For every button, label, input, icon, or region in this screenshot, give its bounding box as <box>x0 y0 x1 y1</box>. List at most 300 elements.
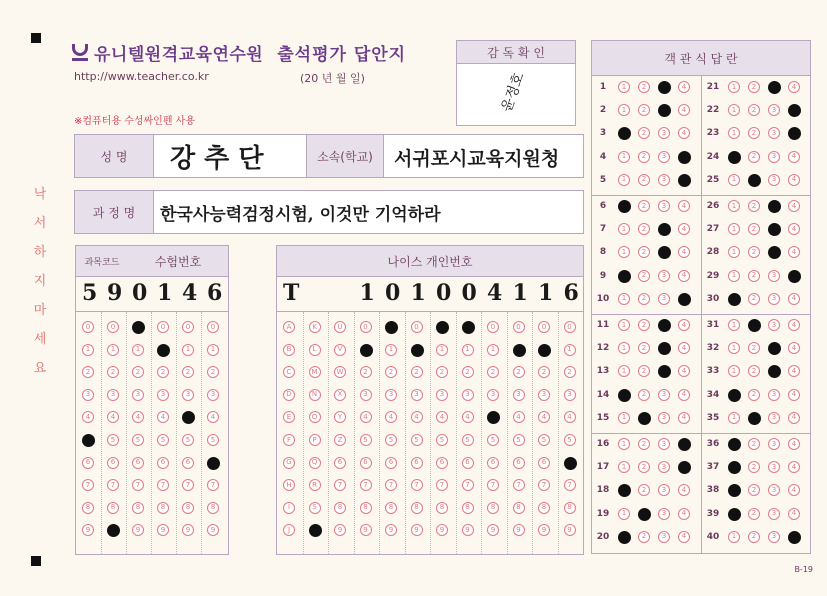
exam-digit-bubble[interactable]: 9 <box>107 524 120 537</box>
answer-option-bubble[interactable]: 4 <box>788 270 801 283</box>
exam-digit-bubble[interactable]: 8 <box>207 502 219 514</box>
answer-option-bubble[interactable]: 3 <box>768 365 781 378</box>
neis-digit-bubble[interactable]: 2 <box>385 366 397 378</box>
answer-option-bubble[interactable]: 4 <box>678 200 690 212</box>
answer-option-bubble[interactable]: 2 <box>638 342 650 354</box>
neis-digit-bubble[interactable]: 8 <box>538 502 550 514</box>
neis-letter-bubble[interactable]: I <box>283 502 295 514</box>
answer-option-bubble[interactable]: 3 <box>768 223 781 236</box>
neis-digit-bubble[interactable]: 2 <box>564 366 576 378</box>
exam-digit-bubble[interactable]: 6 <box>107 457 119 469</box>
exam-digit-bubble[interactable]: 6 <box>82 457 94 469</box>
answer-option-bubble[interactable]: 1 <box>728 342 740 354</box>
answer-option-bubble[interactable]: 4 <box>788 531 801 544</box>
neis-digit-bubble[interactable]: 4 <box>564 411 576 423</box>
answer-option-bubble[interactable]: 4 <box>678 319 690 331</box>
answer-option-bubble[interactable]: 3 <box>658 81 671 94</box>
neis-digit-bubble[interactable]: 1 <box>385 344 397 356</box>
neis-digit-bubble[interactable]: 9 <box>538 524 550 536</box>
answer-option-bubble[interactable]: 1 <box>618 389 631 402</box>
exam-digit-bubble[interactable]: 4 <box>157 411 169 423</box>
exam-digit-bubble[interactable]: 3 <box>107 389 119 401</box>
exam-digit-bubble[interactable]: 1 <box>107 344 119 356</box>
neis-digit-bubble[interactable]: 7 <box>436 479 448 491</box>
exam-digit-bubble[interactable]: 1 <box>157 344 170 357</box>
answer-option-bubble[interactable]: 1 <box>618 342 630 354</box>
neis-digit-bubble[interactable]: 7 <box>360 479 372 491</box>
neis-digit-bubble[interactable]: 5 <box>513 434 525 446</box>
answer-option-bubble[interactable]: 4 <box>788 81 800 93</box>
neis-letter-bubble[interactable]: S <box>309 502 321 514</box>
neis-digit-bubble[interactable]: 5 <box>436 434 448 446</box>
exam-digit-bubble[interactable]: 9 <box>82 524 94 536</box>
answer-option-bubble[interactable]: 3 <box>658 104 671 117</box>
exam-digit-bubble[interactable]: 5 <box>207 434 219 446</box>
answer-option-bubble[interactable]: 2 <box>748 81 760 93</box>
neis-digit-bubble[interactable]: 6 <box>436 457 448 469</box>
neis-letter-bubble[interactable]: N <box>309 389 321 401</box>
exam-digit-bubble[interactable]: 2 <box>107 366 119 378</box>
neis-letter-bubble[interactable]: D <box>283 389 295 401</box>
answer-option-bubble[interactable]: 2 <box>638 412 651 425</box>
exam-digit-bubble[interactable]: 2 <box>157 366 169 378</box>
answer-option-bubble[interactable]: 2 <box>638 127 650 139</box>
answer-option-bubble[interactable]: 2 <box>638 438 650 450</box>
neis-digit-bubble[interactable]: 1 <box>360 344 373 357</box>
neis-digit-bubble[interactable]: 5 <box>411 434 423 446</box>
neis-digit-bubble[interactable]: 8 <box>411 502 423 514</box>
exam-digit-bubble[interactable]: 3 <box>157 389 169 401</box>
answer-option-bubble[interactable]: 3 <box>768 200 781 213</box>
answer-option-bubble[interactable]: 2 <box>748 104 760 116</box>
answer-option-bubble[interactable]: 1 <box>618 319 630 331</box>
exam-digit-bubble[interactable]: 9 <box>182 524 194 536</box>
neis-digit-bubble[interactable]: 4 <box>436 411 448 423</box>
answer-option-bubble[interactable]: 1 <box>618 246 630 258</box>
answer-option-bubble[interactable]: 4 <box>678 461 691 474</box>
answer-option-bubble[interactable]: 2 <box>638 223 650 235</box>
neis-letter-bubble[interactable]: V <box>334 344 346 356</box>
answer-option-bubble[interactable]: 3 <box>768 270 780 282</box>
neis-letter-bubble[interactable]: L <box>309 344 321 356</box>
answer-option-bubble[interactable]: 2 <box>748 246 760 258</box>
answer-option-bubble[interactable]: 3 <box>658 270 670 282</box>
answer-option-bubble[interactable]: 1 <box>728 461 741 474</box>
answer-option-bubble[interactable]: 2 <box>748 342 760 354</box>
exam-digit-bubble[interactable]: 7 <box>157 479 169 491</box>
neis-digit-bubble[interactable]: 0 <box>436 321 449 334</box>
answer-option-bubble[interactable]: 1 <box>618 438 630 450</box>
answer-option-bubble[interactable]: 4 <box>678 531 690 543</box>
answer-option-bubble[interactable]: 1 <box>728 270 740 282</box>
answer-option-bubble[interactable]: 4 <box>788 484 800 496</box>
exam-digit-bubble[interactable]: 0 <box>107 321 119 333</box>
answer-option-bubble[interactable]: 3 <box>768 412 780 424</box>
answer-option-bubble[interactable]: 4 <box>678 389 690 401</box>
neis-digit-bubble[interactable]: 2 <box>360 366 372 378</box>
neis-digit-bubble[interactable]: 5 <box>385 434 397 446</box>
answer-option-bubble[interactable]: 2 <box>638 461 650 473</box>
neis-digit-bubble[interactable]: 1 <box>462 344 474 356</box>
answer-option-bubble[interactable]: 3 <box>658 174 670 186</box>
answer-option-bubble[interactable]: 3 <box>658 293 670 305</box>
answer-option-bubble[interactable]: 2 <box>638 104 650 116</box>
answer-option-bubble[interactable]: 2 <box>638 319 650 331</box>
answer-option-bubble[interactable]: 2 <box>638 293 650 305</box>
neis-digit-bubble[interactable]: 5 <box>360 434 372 446</box>
neis-digit-bubble[interactable]: 5 <box>462 434 474 446</box>
neis-digit-bubble[interactable]: 6 <box>385 457 397 469</box>
neis-digit-bubble[interactable]: 6 <box>462 457 474 469</box>
neis-digit-bubble[interactable]: 7 <box>513 479 525 491</box>
neis-letter-bubble[interactable]: Q <box>309 457 321 469</box>
exam-digit-bubble[interactable]: 5 <box>107 434 119 446</box>
exam-digit-bubble[interactable]: 8 <box>107 502 119 514</box>
answer-option-bubble[interactable]: 1 <box>728 127 740 139</box>
answer-option-bubble[interactable]: 2 <box>748 319 761 332</box>
answer-option-bubble[interactable]: 3 <box>658 246 671 259</box>
answer-option-bubble[interactable]: 1 <box>728 365 740 377</box>
answer-option-bubble[interactable]: 1 <box>728 531 740 543</box>
answer-option-bubble[interactable]: 4 <box>678 438 691 451</box>
neis-digit-bubble[interactable]: 1 <box>513 344 526 357</box>
exam-digit-bubble[interactable]: 0 <box>207 321 219 333</box>
neis-digit-bubble[interactable]: 4 <box>411 411 423 423</box>
exam-digit-bubble[interactable]: 7 <box>107 479 119 491</box>
answer-option-bubble[interactable]: 2 <box>748 151 760 163</box>
neis-letter-bubble[interactable]: C <box>283 366 295 378</box>
neis-digit-bubble[interactable]: 8 <box>487 502 499 514</box>
answer-option-bubble[interactable]: 3 <box>768 246 781 259</box>
answer-option-bubble[interactable]: 1 <box>618 127 631 140</box>
exam-digit-bubble[interactable]: 1 <box>182 344 194 356</box>
answer-option-bubble[interactable]: 2 <box>638 246 650 258</box>
answer-option-bubble[interactable]: 3 <box>768 508 780 520</box>
answer-option-bubble[interactable]: 1 <box>728 104 740 116</box>
answer-option-bubble[interactable]: 4 <box>788 223 800 235</box>
neis-digit-bubble[interactable]: 2 <box>436 366 448 378</box>
answer-option-bubble[interactable]: 4 <box>788 508 800 520</box>
exam-digit-bubble[interactable]: 3 <box>82 389 94 401</box>
answer-option-bubble[interactable]: 2 <box>748 365 760 377</box>
answer-option-bubble[interactable]: 2 <box>748 438 760 450</box>
answer-option-bubble[interactable]: 4 <box>678 270 690 282</box>
neis-digit-bubble[interactable]: 7 <box>564 479 576 491</box>
exam-digit-bubble[interactable]: 5 <box>82 434 95 447</box>
neis-digit-bubble[interactable]: 3 <box>487 389 499 401</box>
exam-digit-bubble[interactable]: 2 <box>207 366 219 378</box>
exam-digit-bubble[interactable]: 7 <box>182 479 194 491</box>
answer-option-bubble[interactable]: 1 <box>728 223 740 235</box>
answer-option-bubble[interactable]: 3 <box>658 508 670 520</box>
neis-digit-bubble[interactable]: 6 <box>564 457 577 470</box>
answer-option-bubble[interactable]: 1 <box>728 151 741 164</box>
neis-digit-bubble[interactable]: 1 <box>411 344 424 357</box>
exam-digit-bubble[interactable]: 5 <box>182 434 194 446</box>
answer-option-bubble[interactable]: 3 <box>658 151 670 163</box>
answer-option-bubble[interactable]: 4 <box>788 127 801 140</box>
neis-letter-bubble[interactable]: F <box>283 434 295 446</box>
neis-letter-bubble[interactable]: O <box>309 411 321 423</box>
answer-option-bubble[interactable]: 4 <box>678 412 690 424</box>
answer-option-bubble[interactable]: 4 <box>678 293 691 306</box>
neis-digit-bubble[interactable]: 4 <box>513 411 525 423</box>
neis-digit-bubble[interactable]: 9 <box>334 524 346 536</box>
neis-letter-bubble[interactable]: H <box>283 479 295 491</box>
neis-letter-bubble[interactable]: G <box>283 457 295 469</box>
neis-digit-bubble[interactable]: 9 <box>436 524 448 536</box>
neis-letter-bubble[interactable]: T <box>309 524 322 537</box>
answer-option-bubble[interactable]: 2 <box>748 461 760 473</box>
neis-digit-bubble[interactable]: 8 <box>462 502 474 514</box>
answer-option-bubble[interactable]: 4 <box>788 461 800 473</box>
neis-letter-bubble[interactable]: Z <box>334 434 346 446</box>
neis-digit-bubble[interactable]: 2 <box>513 366 525 378</box>
answer-option-bubble[interactable]: 4 <box>788 174 800 186</box>
exam-digit-bubble[interactable]: 8 <box>182 502 194 514</box>
exam-digit-bubble[interactable]: 0 <box>157 321 169 333</box>
neis-digit-bubble[interactable]: 0 <box>360 321 372 333</box>
neis-letter-bubble[interactable]: Y <box>334 411 346 423</box>
answer-option-bubble[interactable]: 3 <box>768 531 780 543</box>
answer-option-bubble[interactable]: 2 <box>638 270 650 282</box>
answer-option-bubble[interactable]: 1 <box>728 508 741 521</box>
neis-digit-bubble[interactable]: 8 <box>360 502 372 514</box>
neis-digit-bubble[interactable]: 7 <box>538 479 550 491</box>
answer-option-bubble[interactable]: 3 <box>658 461 670 473</box>
answer-option-bubble[interactable]: 3 <box>658 531 670 543</box>
answer-option-bubble[interactable]: 4 <box>678 365 690 377</box>
answer-option-bubble[interactable]: 2 <box>748 223 760 235</box>
neis-digit-bubble[interactable]: 1 <box>487 344 499 356</box>
answer-option-bubble[interactable]: 1 <box>618 365 630 377</box>
exam-digit-bubble[interactable]: 9 <box>207 524 219 536</box>
exam-digit-bubble[interactable]: 7 <box>132 479 144 491</box>
neis-digit-bubble[interactable]: 7 <box>334 479 346 491</box>
exam-digit-bubble[interactable]: 8 <box>132 502 144 514</box>
neis-digit-bubble[interactable]: 4 <box>538 411 550 423</box>
exam-digit-bubble[interactable]: 4 <box>82 411 94 423</box>
neis-digit-bubble[interactable]: 0 <box>487 321 499 333</box>
exam-digit-bubble[interactable]: 6 <box>207 457 220 470</box>
neis-digit-bubble[interactable]: 4 <box>360 411 372 423</box>
answer-option-bubble[interactable]: 1 <box>728 246 740 258</box>
answer-option-bubble[interactable]: 2 <box>748 174 761 187</box>
answer-option-bubble[interactable]: 2 <box>638 200 650 212</box>
neis-letter-bubble[interactable]: X <box>334 389 346 401</box>
neis-digit-bubble[interactable]: 4 <box>385 411 397 423</box>
answer-option-bubble[interactable]: 1 <box>728 81 740 93</box>
neis-digit-bubble[interactable]: 7 <box>487 479 499 491</box>
exam-digit-bubble[interactable]: 5 <box>157 434 169 446</box>
answer-option-bubble[interactable]: 3 <box>658 412 670 424</box>
answer-option-bubble[interactable]: 2 <box>638 174 650 186</box>
exam-digit-bubble[interactable]: 5 <box>132 434 144 446</box>
answer-option-bubble[interactable]: 4 <box>678 342 690 354</box>
answer-option-bubble[interactable]: 4 <box>788 319 800 331</box>
answer-option-bubble[interactable]: 4 <box>788 365 800 377</box>
answer-option-bubble[interactable]: 4 <box>678 246 690 258</box>
answer-option-bubble[interactable]: 1 <box>618 104 630 116</box>
neis-digit-bubble[interactable]: 2 <box>411 366 423 378</box>
exam-digit-bubble[interactable]: 2 <box>182 366 194 378</box>
answer-option-bubble[interactable]: 4 <box>678 484 690 496</box>
neis-digit-bubble[interactable]: 9 <box>564 524 576 536</box>
neis-digit-bubble[interactable]: 6 <box>513 457 525 469</box>
answer-option-bubble[interactable]: 3 <box>658 200 670 212</box>
exam-digit-bubble[interactable]: 9 <box>132 524 144 536</box>
answer-option-bubble[interactable]: 4 <box>788 389 800 401</box>
answer-option-bubble[interactable]: 1 <box>618 461 630 473</box>
answer-option-bubble[interactable]: 4 <box>788 200 800 212</box>
answer-option-bubble[interactable]: 2 <box>748 531 760 543</box>
answer-option-bubble[interactable]: 3 <box>658 319 671 332</box>
answer-option-bubble[interactable]: 2 <box>748 508 760 520</box>
answer-option-bubble[interactable]: 1 <box>728 389 741 402</box>
neis-digit-bubble[interactable]: 2 <box>487 366 499 378</box>
exam-digit-bubble[interactable]: 1 <box>82 344 94 356</box>
neis-digit-bubble[interactable]: 7 <box>462 479 474 491</box>
exam-digit-bubble[interactable]: 1 <box>132 344 144 356</box>
neis-letter-bubble[interactable]: U <box>334 321 346 333</box>
answer-option-bubble[interactable]: 4 <box>788 246 800 258</box>
answer-option-bubble[interactable]: 4 <box>678 81 690 93</box>
answer-panel[interactable] <box>591 40 811 554</box>
neis-digit-bubble[interactable]: 0 <box>385 321 398 334</box>
answer-option-bubble[interactable]: 2 <box>748 293 760 305</box>
exam-digit-bubble[interactable]: 2 <box>132 366 144 378</box>
answer-option-bubble[interactable]: 4 <box>788 438 800 450</box>
neis-letter-bubble[interactable]: B <box>283 344 295 356</box>
answer-option-bubble[interactable]: 1 <box>728 412 740 424</box>
answer-option-bubble[interactable]: 4 <box>788 151 800 163</box>
answer-option-bubble[interactable]: 2 <box>638 531 650 543</box>
answer-option-bubble[interactable]: 1 <box>618 174 630 186</box>
answer-option-bubble[interactable]: 1 <box>728 319 740 331</box>
answer-option-bubble[interactable]: 1 <box>618 293 630 305</box>
answer-option-bubble[interactable]: 3 <box>768 484 780 496</box>
neis-digit-bubble[interactable]: 3 <box>462 389 474 401</box>
answer-option-bubble[interactable]: 1 <box>618 81 630 93</box>
neis-digit-bubble[interactable]: 3 <box>564 389 576 401</box>
answer-option-bubble[interactable]: 2 <box>748 484 760 496</box>
exam-digit-bubble[interactable]: 0 <box>132 321 145 334</box>
answer-option-bubble[interactable]: 2 <box>748 200 760 212</box>
answer-option-bubble[interactable]: 1 <box>618 270 631 283</box>
exam-digit-bubble[interactable]: 6 <box>182 457 194 469</box>
neis-digit-bubble[interactable]: 8 <box>436 502 448 514</box>
answer-option-bubble[interactable]: 3 <box>768 461 780 473</box>
answer-option-bubble[interactable]: 3 <box>768 174 780 186</box>
neis-digit-bubble[interactable]: 5 <box>564 434 576 446</box>
answer-option-bubble[interactable]: 4 <box>678 127 690 139</box>
answer-option-bubble[interactable]: 3 <box>768 389 780 401</box>
exam-digit-bubble[interactable]: 6 <box>132 457 144 469</box>
neis-letter-bubble[interactable]: P <box>309 434 321 446</box>
neis-digit-bubble[interactable]: 1 <box>564 344 576 356</box>
answer-option-bubble[interactable]: 1 <box>728 174 740 186</box>
exam-digit-bubble[interactable]: 8 <box>82 502 94 514</box>
neis-digit-bubble[interactable]: 6 <box>360 457 372 469</box>
answer-option-bubble[interactable]: 3 <box>658 389 670 401</box>
answer-option-bubble[interactable]: 4 <box>678 174 691 187</box>
neis-digit-bubble[interactable]: 9 <box>360 524 372 536</box>
exam-digit-bubble[interactable]: 4 <box>132 411 144 423</box>
answer-option-bubble[interactable]: 2 <box>638 508 651 521</box>
answer-option-bubble[interactable]: 1 <box>618 412 630 424</box>
neis-digit-bubble[interactable]: 6 <box>487 457 499 469</box>
neis-letter-bubble[interactable]: A <box>283 321 295 333</box>
answer-option-bubble[interactable]: 1 <box>618 200 631 213</box>
answer-option-bubble[interactable]: 4 <box>678 508 690 520</box>
exam-digit-bubble[interactable]: 3 <box>207 389 219 401</box>
exam-digit-bubble[interactable]: 4 <box>182 411 195 424</box>
answer-option-bubble[interactable]: 1 <box>728 438 741 451</box>
neis-digit-bubble[interactable]: 7 <box>411 479 423 491</box>
answer-option-bubble[interactable]: 3 <box>768 342 781 355</box>
answer-option-bubble[interactable]: 2 <box>638 484 650 496</box>
neis-digit-bubble[interactable]: 9 <box>411 524 423 536</box>
neis-digit-bubble[interactable]: 3 <box>513 389 525 401</box>
neis-digit-bubble[interactable]: 8 <box>513 502 525 514</box>
answer-option-bubble[interactable]: 4 <box>678 223 690 235</box>
neis-letter-bubble[interactable]: E <box>283 411 295 423</box>
answer-option-bubble[interactable]: 1 <box>618 223 630 235</box>
answer-option-bubble[interactable]: 4 <box>788 342 800 354</box>
answer-option-bubble[interactable]: 4 <box>678 151 691 164</box>
neis-digit-bubble[interactable]: 6 <box>334 457 346 469</box>
neis-letter-bubble[interactable]: J <box>283 524 295 536</box>
exam-digit-bubble[interactable]: 2 <box>82 366 94 378</box>
answer-option-bubble[interactable]: 4 <box>788 293 800 305</box>
answer-option-bubble[interactable]: 2 <box>748 127 760 139</box>
neis-digit-bubble[interactable]: 3 <box>436 389 448 401</box>
answer-option-bubble[interactable]: 2 <box>638 151 650 163</box>
exam-digit-bubble[interactable]: 7 <box>207 479 219 491</box>
answer-option-bubble[interactable]: 4 <box>788 104 801 117</box>
neis-digit-bubble[interactable]: 5 <box>538 434 550 446</box>
neis-letter-bubble[interactable]: K <box>309 321 321 333</box>
neis-letter-bubble[interactable]: W <box>334 366 346 378</box>
answer-option-bubble[interactable]: 3 <box>768 293 780 305</box>
neis-digit-bubble[interactable]: 0 <box>564 321 576 333</box>
answer-option-bubble[interactable]: 3 <box>768 104 780 116</box>
neis-digit-bubble[interactable]: 2 <box>462 366 474 378</box>
exam-digit-bubble[interactable]: 4 <box>207 411 219 423</box>
exam-number-panel[interactable] <box>75 245 229 555</box>
answer-option-bubble[interactable]: 3 <box>768 81 781 94</box>
neis-digit-bubble[interactable]: 8 <box>334 502 346 514</box>
neis-digit-bubble[interactable]: 6 <box>411 457 423 469</box>
exam-digit-bubble[interactable]: 4 <box>107 411 119 423</box>
exam-digit-bubble[interactable]: 3 <box>132 389 144 401</box>
answer-option-bubble[interactable]: 3 <box>658 223 671 236</box>
answer-option-bubble[interactable]: 4 <box>788 412 800 424</box>
neis-number-panel[interactable] <box>276 245 584 555</box>
answer-option-bubble[interactable]: 1 <box>618 531 631 544</box>
answer-option-bubble[interactable]: 3 <box>768 151 780 163</box>
neis-digit-bubble[interactable]: 3 <box>360 389 372 401</box>
neis-digit-bubble[interactable]: 6 <box>538 457 550 469</box>
exam-digit-bubble[interactable]: 8 <box>157 502 169 514</box>
neis-digit-bubble[interactable]: 0 <box>513 321 525 333</box>
neis-digit-bubble[interactable]: 1 <box>538 344 551 357</box>
exam-digit-bubble[interactable]: 1 <box>207 344 219 356</box>
answer-option-bubble[interactable]: 1 <box>618 151 630 163</box>
answer-option-bubble[interactable]: 3 <box>658 127 670 139</box>
neis-letter-bubble[interactable]: R <box>309 479 321 491</box>
answer-option-bubble[interactable]: 3 <box>658 484 670 496</box>
